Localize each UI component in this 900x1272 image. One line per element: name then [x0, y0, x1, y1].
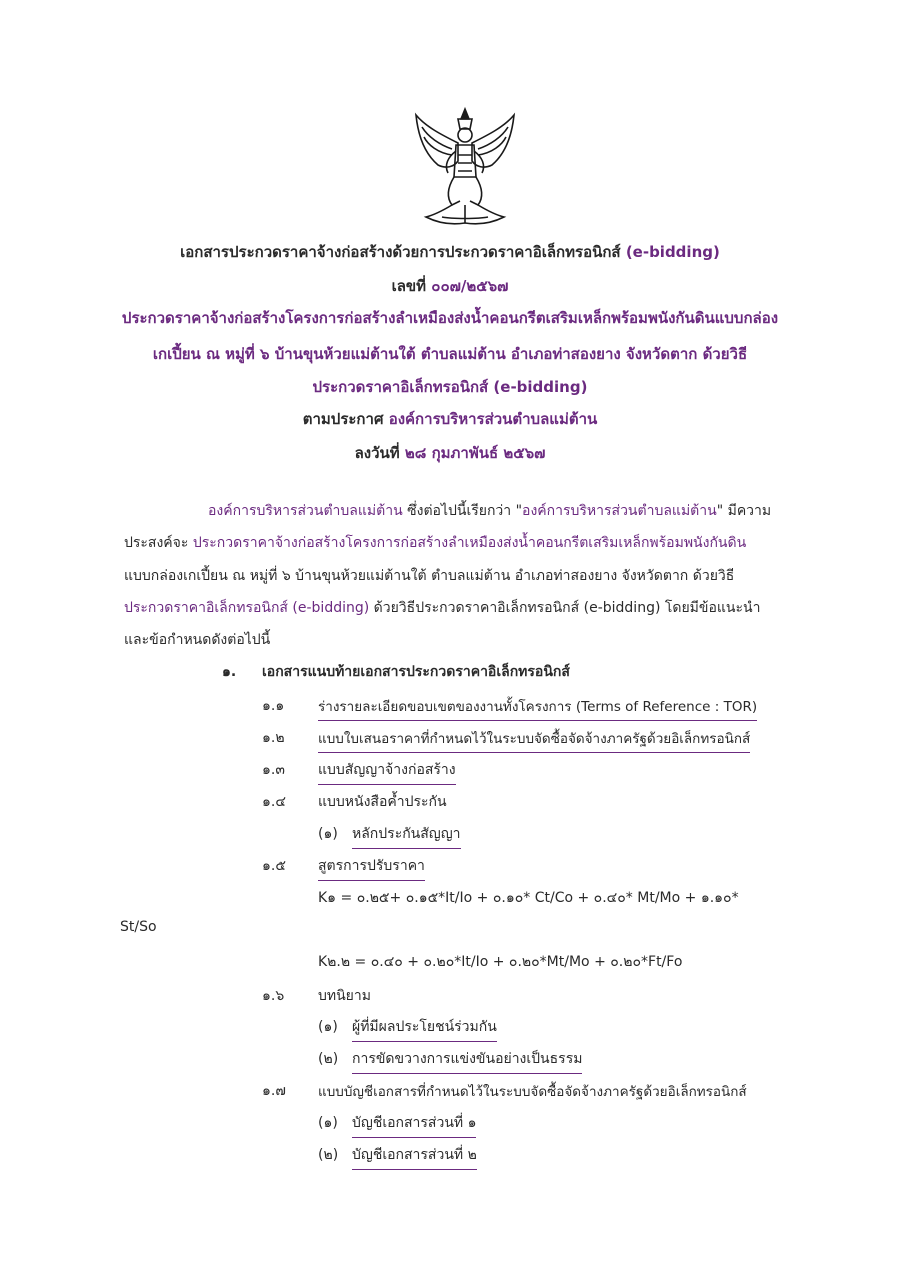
document-list-label: แบบบัญชีเอกสารที่กำหนดไว้ในระบบจัดซื้อจัดจ้างภาครัฐด้วยอิเล็กทรอนิกส์: [318, 1084, 747, 1100]
garuda-emblem-icon: [412, 105, 518, 233]
link-contract-guarantee[interactable]: หลักประกันสัญญา: [352, 823, 461, 849]
link-price-adjustment[interactable]: สูตรการปรับราคา: [318, 855, 425, 881]
link-document-list-part-2[interactable]: บัญชีเอกสารส่วนที่ ๒: [352, 1144, 477, 1170]
project-title-line3: ประกวดราคาอิเล็กทรอนิกส์ (e-bidding): [312, 378, 588, 396]
body-line-5: และข้อกำหนดดังต่อไปนี้: [124, 632, 271, 648]
announcement-label: ตามประกาศ: [302, 410, 384, 428]
doc-number-value: ๐๐๗/๒๕๖๗: [426, 277, 509, 295]
announcement-line: [60, 407, 840, 431]
body-line-1: [208, 500, 771, 522]
body-line-4: [124, 597, 760, 619]
date-line: [60, 441, 840, 465]
link-joint-interest[interactable]: ผู้ที่มีผลประโยชน์ร่วมกัน: [352, 1016, 497, 1042]
org-name: องค์การบริหารส่วนตำบลแม่ต้าน: [522, 503, 717, 519]
formula-k2: K๒.๒ = ๐.๔๐ + ๐.๒๐*It/Io + ๐.๒๐*Mt/Mo + ๐.๒๐*Ft/Fo: [318, 954, 683, 970]
formula-k1-continued: St/So: [120, 919, 157, 935]
sub-item-number: (๑): [318, 826, 338, 842]
sub-item-number: (๒): [318, 1147, 339, 1163]
section-1-number: ๑.: [222, 664, 237, 680]
link-document-list-part-1[interactable]: บัญชีเอกสารส่วนที่ ๑: [352, 1112, 476, 1138]
sub-item-number: (๑): [318, 1019, 338, 1035]
body-text: ประสงค์จะ: [124, 535, 193, 551]
method-name: ประกวดราคาอิเล็กทรอนิกส์ (e-bidding): [124, 600, 370, 616]
body-line-2: [124, 532, 746, 554]
link-contract-form[interactable]: แบบสัญญาจ้างก่อสร้าง: [318, 759, 456, 785]
title-text: เอกสารประกวดราคาจ้างก่อสร้างด้วยการประกวดราคาอิเล็กทรอนิกส์: [180, 243, 621, 261]
doc-number-label: เลขที่: [391, 277, 427, 295]
org-name: องค์การบริหารส่วนตำบลแม่ต้าน: [208, 503, 403, 519]
item-number: ๑.๑: [262, 698, 285, 714]
doc-number: [60, 274, 840, 298]
definitions-label: บทนิยาม: [318, 988, 371, 1004]
section-1-title: เอกสารแนบท้ายเอกสารประกวดราคาอิเล็กทรอนิกส์: [262, 664, 570, 680]
body-text: ด้วยวิธีประกวดราคาอิเล็กทรอนิกส์ (e-bidding) โดยมีข้อแนะนำ: [369, 600, 761, 616]
guarantee-letter-label: แบบหนังสือค้ำประกัน: [318, 794, 447, 810]
body-line-3: แบบกล่องเกเปี้ยน ณ หมู่ที่ ๖ บ้านขุนห้วยแม่ต้านใต้ ตำบลแม่ต้าน อำเภอท่าสองยาง จังหวัดตาก ด้วยวิธี: [124, 568, 735, 584]
doc-title: [60, 240, 840, 264]
item-number: ๑.๒: [262, 730, 285, 746]
date-label: ลงวันที่: [354, 444, 400, 462]
item-number: ๑.๕: [262, 858, 286, 874]
project-title-line2: เกเปี้ยน ณ หมู่ที่ ๖ บ้านขุนห้วยแม่ต้านใต้ ตำบลแม่ต้าน อำเภอท่าสองยาง จังหวัดตาก ด้วยวิธี: [152, 345, 748, 363]
item-number: ๑.๓: [262, 762, 285, 778]
project-name: ประกวดราคาจ้างก่อสร้างโครงการก่อสร้างลำเหมืองส่งน้ำคอนกรีตเสริมเหล็กพร้อมพนังกันดิน: [192, 535, 747, 551]
body-text: " มีความ: [716, 503, 772, 519]
item-number: ๑.๔: [262, 794, 286, 810]
date-value: ๒๘ กุมภาพันธ์ ๒๕๖๗: [399, 444, 546, 462]
sub-item-number: (๑): [318, 1115, 338, 1131]
item-number: ๑.๗: [262, 1083, 286, 1099]
project-title-line1: ประกวดราคาจ้างก่อสร้างโครงการก่อสร้างลำเหมืองส่งน้ำคอนกรีตเสริมเหล็กพร้อมพนังกันดินแบบกล่อง: [121, 309, 779, 327]
link-bid-form[interactable]: แบบใบเสนอราคาที่กำหนดไว้ในระบบจัดซื้อจัดจ้างภาครัฐด้วยอิเล็กทรอนิกส์: [318, 727, 750, 753]
title-ebidding: (e-bidding): [620, 243, 720, 261]
sub-item-number: (๒): [318, 1051, 339, 1067]
announcement-org: องค์การบริหารส่วนตำบลแม่ต้าน: [383, 410, 598, 428]
link-tor[interactable]: ร่างรายละเอียดขอบเขตของงานทั้งโครงการ (Terms of Reference : TOR): [318, 695, 757, 721]
item-number: ๑.๖: [262, 988, 285, 1004]
body-text: ซึ่งต่อไปนี้เรียกว่า ": [402, 503, 523, 519]
formula-k1: K๑ = ๐.๒๕+ ๐.๑๕*It/Io + ๐.๑๐* Ct/Co + ๐.๔๐* Mt/Mo + ๑.๑๐*: [318, 890, 739, 906]
link-fair-competition[interactable]: การขัดขวางการแข่งขันอย่างเป็นธรรม: [352, 1048, 582, 1074]
